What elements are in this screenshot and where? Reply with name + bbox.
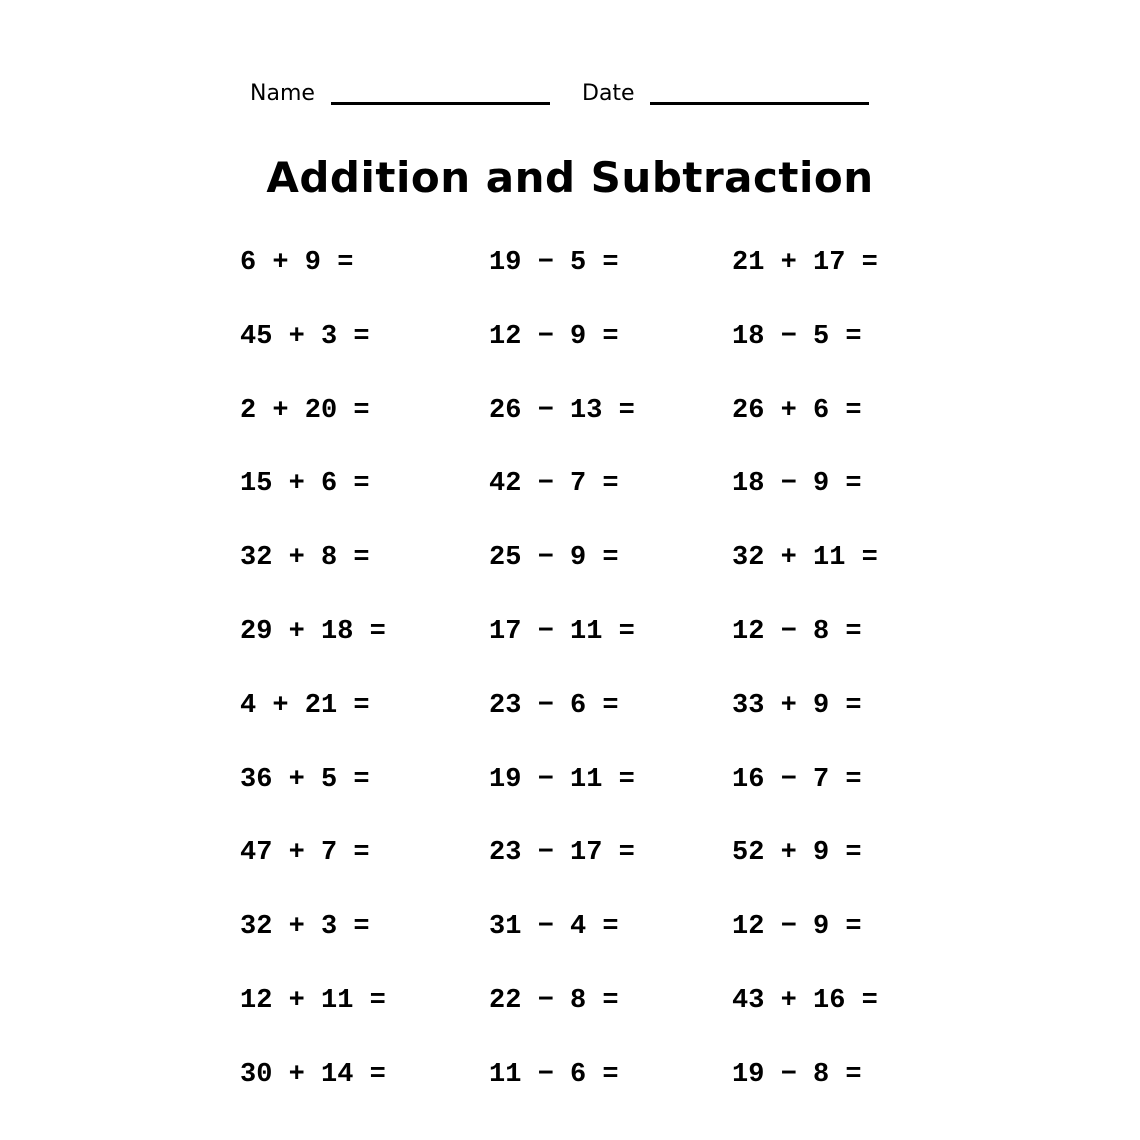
problem: 19 − 8 = <box>732 1059 862 1090</box>
problem: 6 + 9 = <box>240 248 354 278</box>
problem: 18 − 9 = <box>732 469 862 500</box>
worksheet-title: Addition and Subtraction <box>266 153 874 202</box>
problem: 32 + 11 = <box>732 543 878 574</box>
problem-row <box>240 689 900 763</box>
problem: 17 − 11 = <box>489 616 635 647</box>
problem: 30 + 14 = <box>240 1059 386 1090</box>
problem-row <box>240 541 900 615</box>
problem: 33 + 9 = <box>732 690 862 721</box>
problem: 47 + 7 = <box>240 838 370 869</box>
problem-row <box>240 467 900 541</box>
problem: 12 − 9 = <box>489 321 619 352</box>
problem: 12 − 8 = <box>732 616 862 647</box>
problem: 4 + 21 = <box>240 690 370 721</box>
name-blank-line[interactable] <box>331 102 550 105</box>
problem: 23 − 6 = <box>489 690 619 721</box>
problem-row <box>240 320 900 394</box>
problem: 22 − 8 = <box>489 985 619 1016</box>
problem: 23 − 17 = <box>489 838 635 869</box>
problem: 11 − 6 = <box>489 1059 619 1090</box>
problem: 12 − 9 = <box>732 912 862 943</box>
problem: 16 − 7 = <box>732 764 862 795</box>
problem-row <box>240 910 900 984</box>
date-label: Date <box>582 81 635 106</box>
problem-row <box>240 394 900 468</box>
problem: 26 − 13 = <box>489 395 635 426</box>
problem: 12 + 11 = <box>240 985 386 1016</box>
problem-row <box>240 246 900 320</box>
problem: 15 + 6 = <box>240 469 370 500</box>
problem: 18 − 5 = <box>732 321 862 352</box>
problem: 42 − 7 = <box>489 469 619 500</box>
problem-row <box>240 984 900 1058</box>
problem: 31 − 4 = <box>489 912 619 943</box>
problem: 32 + 3 = <box>240 912 370 943</box>
problem: 19 − 11 = <box>489 764 635 795</box>
problem: 43 + 16 = <box>732 985 878 1016</box>
name-label: Name <box>250 81 315 106</box>
problem: 52 + 9 = <box>732 838 862 869</box>
problem: 2 + 20 = <box>240 395 370 426</box>
problem: 29 + 18 = <box>240 616 386 647</box>
problem-row <box>240 1058 900 1132</box>
problem: 32 + 8 = <box>240 543 370 574</box>
problem: 19 − 5 = <box>489 248 619 278</box>
problem: 36 + 5 = <box>240 764 370 795</box>
problem-row <box>240 763 900 837</box>
problem-row <box>240 836 900 910</box>
problem: 25 − 9 = <box>489 543 619 574</box>
problem: 45 + 3 = <box>240 321 370 352</box>
problem-grid <box>240 246 900 1132</box>
problem-row <box>240 615 900 689</box>
date-blank-line[interactable] <box>650 102 869 105</box>
problem: 21 + 17 = <box>732 248 878 278</box>
problem: 26 + 6 = <box>732 395 862 426</box>
